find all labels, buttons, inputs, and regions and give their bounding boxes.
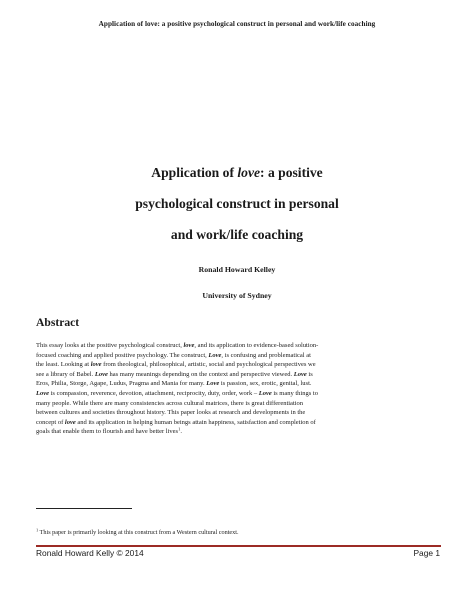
abstract-text: from theological, philosophical, artistic, social and psychological perspectives we [101,361,316,369]
abstract-text: , and its application to evidence-based solution- [194,342,319,349]
abstract-text: is compassion, reverence, devotion, attachment, reciprocity, duty, order, work – [49,389,259,397]
abstract-text: and its application in helping human beings attain happiness, satisfaction and completion of [75,418,316,426]
abstract-line [36,399,448,409]
paper-title-line-3: and work/life coaching [170,227,304,242]
paper-title-line-1 [0,165,474,181]
abstract-text: has many meanings depending on the context and perspective viewed. [107,370,294,378]
abstract-emphasis: Love [208,351,222,359]
abstract-emphasis: Love [293,370,307,378]
abstract-text: is many things to [271,389,318,397]
abstract-emphasis: love [90,361,102,369]
author-name: Ronald Howard Kelley [198,265,276,274]
abstract-text: concept of [36,418,65,426]
abstract-text: focused coaching and applied positive psychology. The construct, [36,351,209,359]
abstract-emphasis: Love [258,389,272,397]
abstract-text: , is confusing and problematical at [221,351,311,359]
title-emphasis: love [237,165,261,180]
abstract-emphasis: Love [206,380,220,388]
abstract-line [36,370,448,380]
footer-rule [36,545,441,547]
abstract-line [36,341,448,351]
abstract-line [36,408,448,418]
abstract-emphasis: love [183,342,195,349]
running-header: Application of love: a positive psychological construct in personal and work/life coaching [98,20,376,28]
footnote-ref: 1 [178,426,181,432]
abstract-line [36,379,448,389]
abstract-line [36,360,448,370]
abstract-text: see a library of Babel. [36,370,95,378]
abstract-emphasis: Love [94,370,108,378]
footer-copyright: Ronald Howard Kelly © 2014 [36,548,144,558]
footnote-marker: 1 [36,527,39,533]
abstract-text: goals that enable them to flourish and have better lives [36,428,179,436]
abstract-heading: Abstract [36,316,80,329]
abstract-line [36,389,448,399]
footer-page-number: Page 1 [413,548,440,558]
abstract-body [36,341,448,437]
abstract-text: many people. While there are many consistencies across cultural matrices, there is great differentiation [36,399,304,407]
footnote-separator [36,508,132,509]
paper-title-line-2: psychological construct in personal [135,196,339,211]
abstract-text: is passion, sex, erotic, genital, lust. [219,380,312,388]
title-text: : a positive [260,165,323,180]
abstract-line [36,427,448,437]
abstract-text: is [306,370,313,378]
abstract-line [36,418,448,428]
title-text: Application of [151,165,238,180]
abstract-emphasis: love [64,418,76,426]
author-affiliation: University of Sydney [202,291,272,300]
abstract-line [36,351,448,361]
abstract-text: . [180,428,182,436]
abstract-text: between cultures and societies throughout history. This paper looks at research and developments in the [36,409,306,417]
abstract-text: Eros, Philia, Storge, Agape, Ludus, Pragma and Mania for many. [36,380,207,388]
abstract-emphasis: Love [36,389,49,397]
footnote [36,529,239,536]
abstract-text: This essay looks at the positive psychological construct, [36,342,184,349]
footnote-text: This paper is primarily looking at this construct from a Western cultural context. [38,529,239,536]
abstract-text: the least. Looking at [36,361,91,369]
